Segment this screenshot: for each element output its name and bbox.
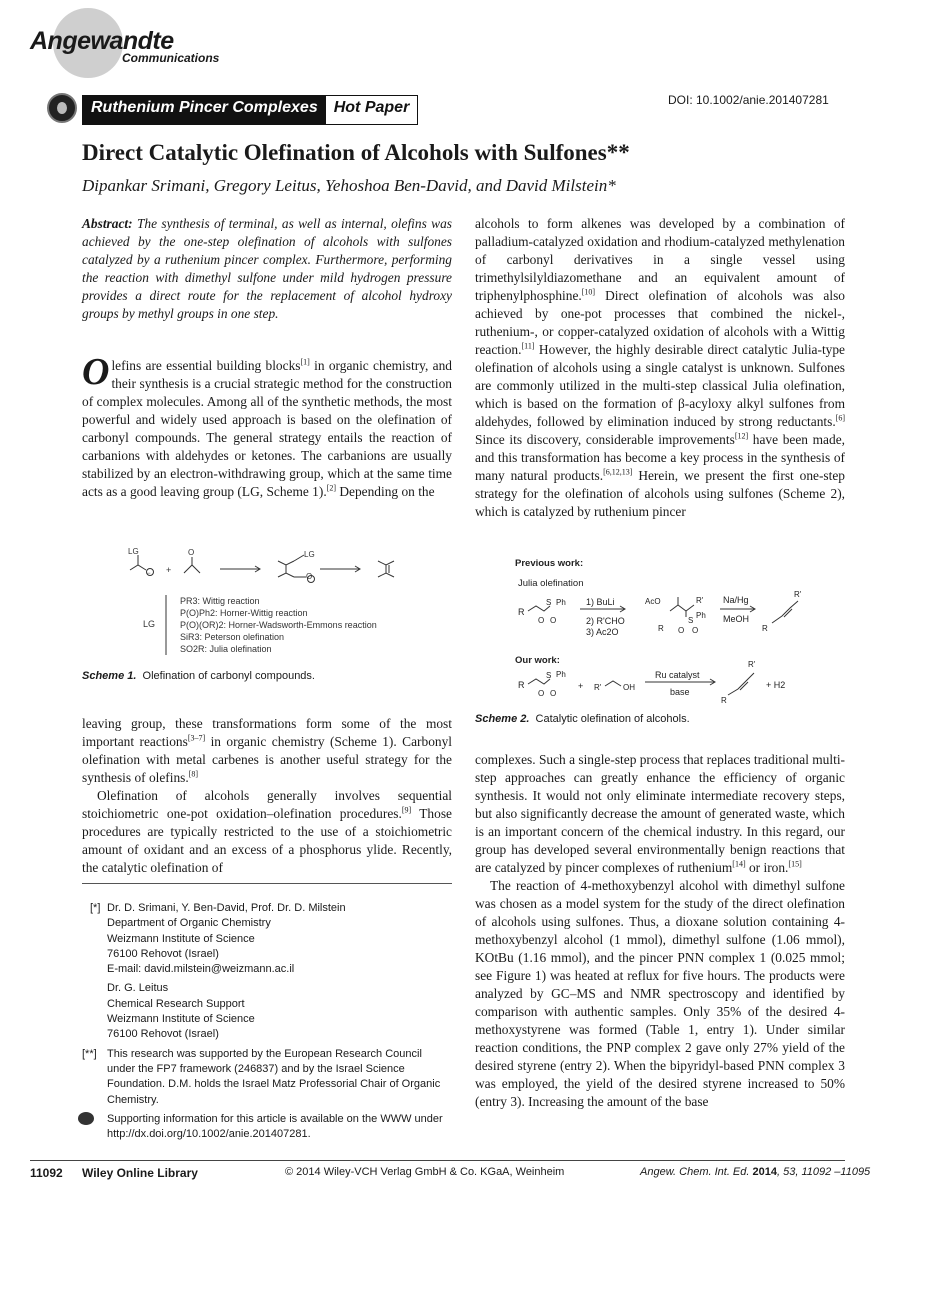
scheme1-figure: [82, 545, 452, 665]
section-tag: [82, 95, 418, 125]
footer-divider: [30, 1160, 845, 1161]
svg-text:O: O: [550, 689, 557, 698]
doi[interactable]: DOI: 10.1002/anie.201407281: [668, 93, 829, 107]
svg-text:R: R: [518, 680, 525, 690]
wiley-online-library[interactable]: Wiley Online Library: [82, 1166, 198, 1180]
article-title: Direct Catalytic Olefination of Alcohols with Sulfones**: [82, 140, 630, 165]
svg-text:Ph: Ph: [556, 598, 566, 607]
section-label: Ruthenium Pincer Complexes: [83, 96, 326, 124]
catalyst-label: Ru catalyst: [655, 670, 700, 680]
condition: Na/Hg: [723, 595, 749, 605]
previous-work-label: Previous work:: [515, 558, 584, 569]
svg-text:AcO: AcO: [645, 597, 661, 606]
svg-text:R: R: [658, 624, 664, 633]
dropcap: O: [82, 351, 110, 393]
svg-text:R': R': [748, 660, 756, 669]
citation[interactable]: [15]: [788, 859, 802, 869]
abstract-text: The synthesis of terminal, as well as internal, olefins was achieved by the one-step olefination of alcohols with sulfones catalyzed by a ruthenium pincer complex. Furthermore, performing the reaction with dimethyl sulfone under mild hydrogen pressure provides a direct route for the replacement of alcohol hydroxy groups by methyl groups in one step.: [82, 216, 452, 321]
svg-text:R: R: [762, 624, 768, 633]
journal-citation: Angew. Chem. Int. Ed. 2014, 53, 11092 –11095: [640, 1166, 871, 1178]
scheme1-caption: Scheme 1. Olefination of carbonyl compounds.: [82, 670, 315, 682]
author-list: Dipankar Srimani, Gregory Leitus, Yehoshoa Ben-David, and David Milstein*: [82, 176, 616, 195]
citation[interactable]: [10]: [581, 287, 596, 297]
hot-paper-label: Hot Paper: [333, 99, 410, 116]
svg-text:O: O: [538, 689, 545, 698]
svg-text:+: +: [166, 565, 172, 575]
svg-text:R': R': [696, 596, 704, 605]
svg-text:R: R: [518, 607, 525, 617]
scheme2-figure: [510, 553, 810, 703]
svg-text:LG: LG: [304, 550, 315, 559]
right-body-text-2: complexes. Such a single-step process that replaces traditional multi-step approaches can greatly enhance the efficiency of organic synthesis. It would not only eliminate intermediate recovery steps, but also significantly decrease the amount of generated waste, which is an important concern of the chemical industry. In this regard, our group has developed several environmentally benign reactions that are catalyzed by pincer complexes of ruthenium[14] or iron.[15] The reaction of 4-methoxybenzyl alcohol with dimethyl sulfone was chosen as a model system for the study of the direct olefination of alcohols using sulfones. Thus, a dioxane solution containing 4-methoxybenzyl alcohol (1 mmol), dimethyl sulfone (1.06 mmol), KOtBu (1.16 mmol), and the pincer PNN complex 1 (0.025 mmol; see Figure 1) was heated at reflux for five hours. The products were analyzed by GC–MS and NMR spectroscopy and identified by comparison with authentic samples. Only 35% of the desired 4-methoxystyrene was formed (Table 1, entry 1). Under similar reaction conditions, the PNP complex 2 gave only 27% yield of the desired styrene (entry 2). When the bipyridyl-based PNN complex 3 was employed, the yield of the desired styrene increased to 50% (entry 3). Increasing the amount of the base: [475, 752, 845, 1109]
supporting-info-icon: [78, 1112, 94, 1125]
journal-logo: Angewandte: [30, 27, 174, 55]
copyright: © 2014 Wiley-VCH Verlag GmbH & Co. KGaA, Weinheim: [285, 1166, 565, 1178]
svg-text:O: O: [306, 572, 313, 581]
condition: 2) R'CHO: [586, 616, 625, 626]
lg-item: SO2R: Julia olefination: [180, 644, 272, 654]
lg-label: LG: [143, 619, 156, 629]
citation[interactable]: [6,12,13]: [603, 467, 633, 477]
svg-text:LG: LG: [128, 547, 139, 556]
svg-text:O: O: [678, 626, 685, 635]
footnote-divider: [82, 883, 452, 884]
footnote: [*] Dr. D. Srimani, Y. Ben-David, Prof. Dr. D. Milstein Department of Organic Chemistry Weizmann Institute of Science 76100 Rehovot (Israel) E-mail: david.milstein@weizmann.ac.il: [90, 901, 450, 977]
footnotes: [82, 901, 450, 1142]
lg-item: P(O)(OR)2: Horner-Wadsworth-Emmons reaction: [180, 620, 377, 630]
right-body-text-1: alcohols to form alkenes was developed by a combination of palladium-catalyzed oxidation and rhodium-catalyzed methylenation of carbonyl derivatives in a single vessel using trimethylsilyldiazomethane and an equivalent amount of triphenylphosphine.[10] Direct olefination of alcohols was also achieved by one-pot processes that combined the nickel-, ruthenium-, or copper-catalyzed oxidation of alcohols with a Wittig reaction.[11] However, the highly desirable direct catalytic Julia-type olefination of alcohols using a single catalyst is unknown. Sulfones are commonly utilized in the multi-step classical Julia olefination, which is based on the formation of β-acyloxy alkyl sulfones from aldehydes, followed by elimination induced by strong reductants.[6] Since its discovery, considerable improvements[12] have been made, and this transformation has become a key process in the synthesis of many natural products.[6,12,13] Herein, we present the first one-step strategy for the olefination of alcohols using sulfones (Scheme 2), which is catalyzed by ruthenium pincer: [475, 216, 845, 519]
citation[interactable]: [12]: [734, 431, 749, 441]
svg-text:−: −: [147, 571, 151, 577]
svg-text:+: +: [578, 681, 584, 691]
svg-text:Ph: Ph: [556, 670, 566, 679]
svg-text:S: S: [688, 616, 694, 625]
svg-text:Ph: Ph: [696, 611, 706, 620]
intro-paragraph: Olefins are essential building blocks[1] in organic chemistry, and their synthesis is a crucial strategic method for the construction of complex molecules. Among all of the synthetic methods, the most powerful and widely used approach is based on the olefination of carbonyl compounds. The general strategy entails the reaction of carbanions with aldehydes or ketones. The carbanions are usually stabilized by an electron-withdrawing group, which at the same time acts as a good leaving group (LG, Scheme 1).[2] Depending on the: [82, 351, 452, 499]
base-label: base: [670, 687, 690, 697]
svg-text:S: S: [546, 598, 552, 607]
svg-text:R: R: [721, 696, 727, 703]
svg-text:O: O: [550, 616, 557, 625]
our-work-label: Our work:: [515, 655, 560, 666]
footnote: Dr. G. Leitus Chemical Research Support Weizmann Institute of Science 76100 Rehovot (Israel): [107, 982, 255, 1041]
abstract: [82, 215, 452, 323]
condition: 1) BuLi: [586, 597, 615, 607]
supporting-info: Supporting information for this article is available on the WWW under http://dx.doi.org/10.1002/anie.201407281.: [78, 1112, 450, 1143]
svg-text:R': R': [594, 683, 602, 692]
lg-item: PR3: Wittig reaction: [180, 596, 260, 606]
citation[interactable]: [14]: [732, 859, 746, 869]
condition: MeOH: [723, 614, 750, 624]
svg-text:O: O: [188, 548, 195, 557]
citation[interactable]: [11]: [521, 341, 535, 351]
svg-text:R': R': [794, 590, 802, 599]
abstract-label: Abstract:: [82, 216, 133, 231]
hot-paper-icon: [47, 93, 77, 123]
citation[interactable]: [3–7]: [187, 733, 206, 743]
page-number: 11092: [30, 1166, 63, 1180]
svg-text:OH: OH: [623, 683, 635, 692]
journal-logo-sub: Communications: [122, 51, 220, 65]
citation[interactable]: [6]: [835, 413, 845, 423]
svg-text:S: S: [546, 671, 552, 680]
email-link[interactable]: E-mail: david.milstein@weizmann.ac.il: [107, 963, 295, 976]
citation[interactable]: [8]: [188, 769, 199, 779]
citation[interactable]: [9]: [401, 805, 412, 815]
julia-label: Julia olefination: [518, 578, 584, 589]
footnote: [**] This research was supported by the European Research Council under the FP7 framework (246837) and by the Israel Science Foundation. D.M. holds the Israel Matz Professorial Chair of Organic Chemistry.: [82, 1047, 441, 1106]
citation[interactable]: [1]: [300, 357, 310, 367]
left-body-text: leaving group, these transformations form some of the most important reactions[3–7] in organic chemistry (Scheme 1). Carbonyl olefination with metal carbenes is another useful strategy for the synthesis of olefins.[8] Olefination of alcohols generally involves sequential stoichiometric one-pot oxidation–olefination procedures.[9] Those procedures are typically restricted to the use of a stoichiometric amount of oxidant and an excess of a phosphorus ylide. Recently, the catalytic olefination of: [82, 716, 452, 875]
citation[interactable]: [2]: [326, 483, 337, 493]
lg-item: SiR3: Peterson olefination: [180, 632, 285, 642]
h2-label: + H2: [766, 680, 786, 690]
condition: 3) Ac2O: [586, 627, 619, 637]
svg-text:O: O: [692, 626, 699, 635]
scheme2-caption: Scheme 2. Catalytic olefination of alcohols.: [475, 713, 690, 725]
svg-text:O: O: [538, 616, 545, 625]
lg-item: P(O)Ph2: Horner-Wittig reaction: [180, 608, 308, 618]
